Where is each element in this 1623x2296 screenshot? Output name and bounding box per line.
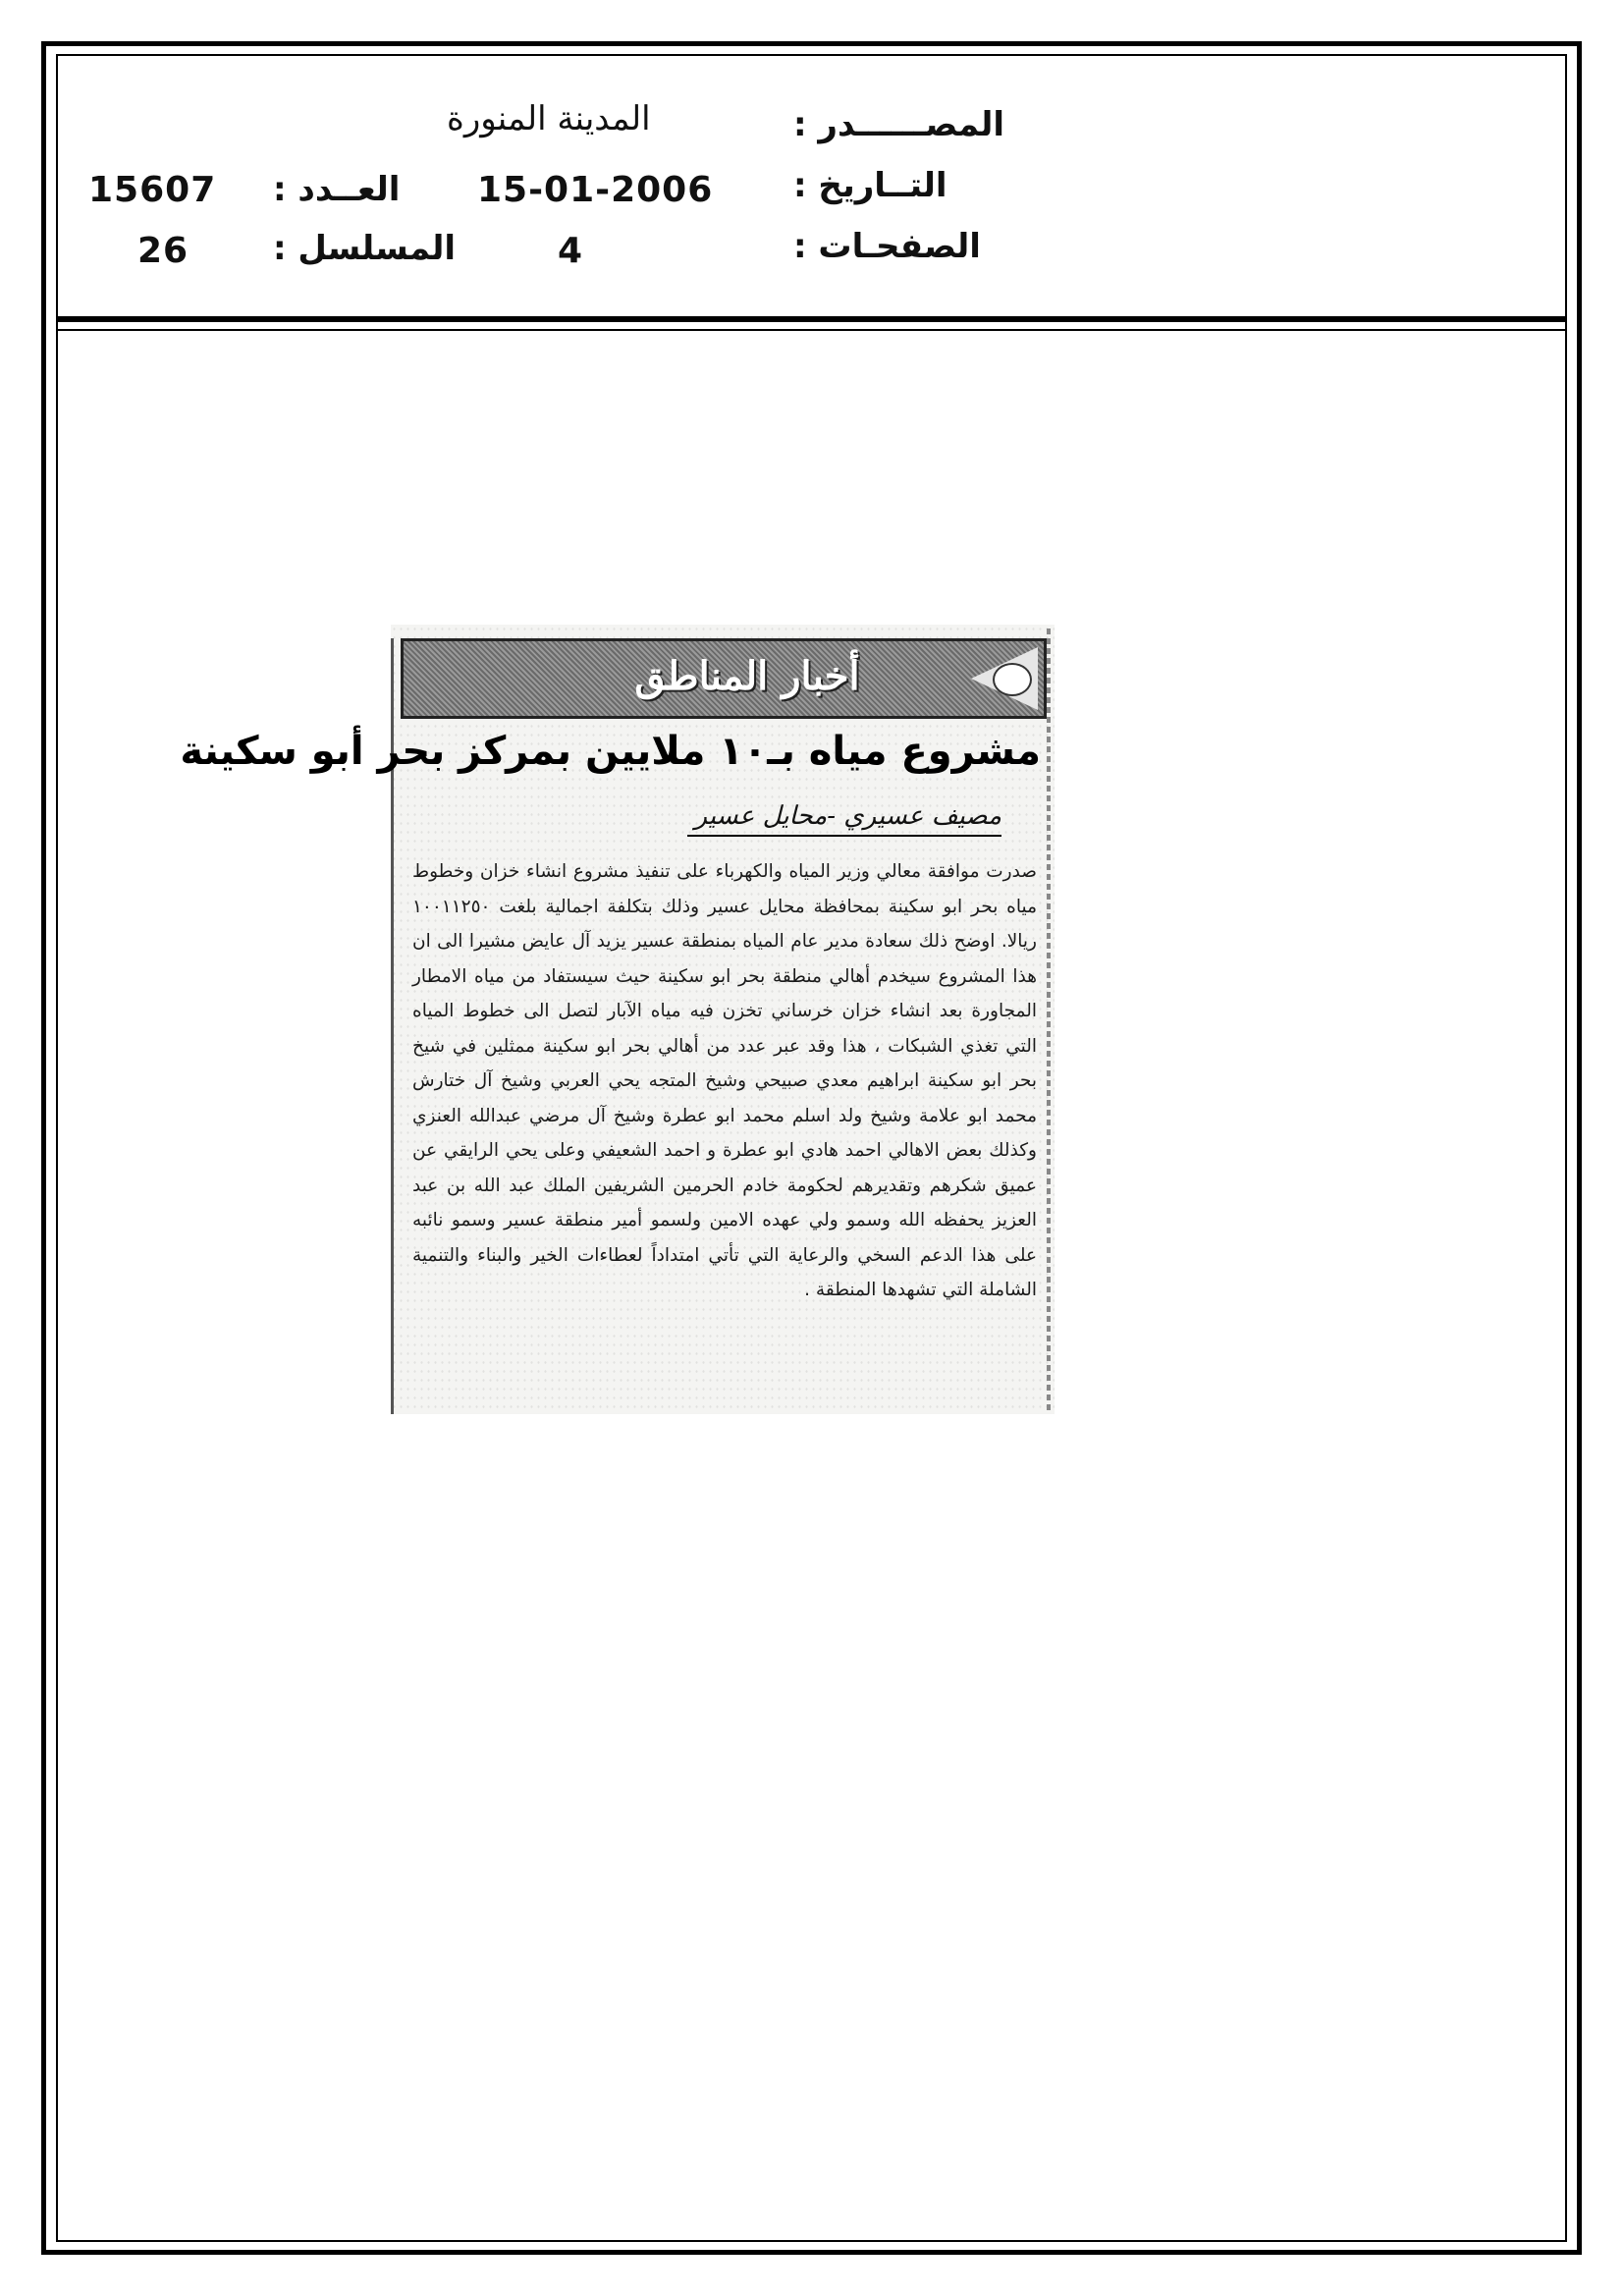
article-paragraph: صدرت موافقة معالي وزير المياه والكهرباء على تنفيذ مشروع انشاء خزان وخطوط مياه بحر ابو سكينة بمحافظة محايل عسير وذلك بتكلفة اجمالية بلغت ١٠٠١١٢٥٠ ريالا. اوضح ذلك سعادة مدير عام المياه بمنطقة عسير يزيد آل عايض مشيرا الى ان هذا المشروع سيخدم أهالي منطقة بحر ابو سكينة حيث سيستفاد من مياه الامطار المجاورة بعد انشاء خزان خرساني تخزن فيه مياه الآبار لتصل الى خطوط المياه التي تغذي الشبكات ، هذا وقد عبر عدد من أهالي بحر ابو سكينة ممثلين في شيخ بحر ابو سكينة ابراهيم معدي صبيحي وشيخ المتجه يحي العربي وشيخ آل ختارش محمد ابو علامة وشيخ ولد اسلم محمد ابو عطرة وشيخ آل مرضي عبدالله العنزي وكذلك بعض الاهالي احمد هادي ابو عطرة و احمد الشعيفي وعلى يحي الرايقي عن عميق شكرهم وتقديرهم لحكومة خادم الحرمين الشريفين الملك عبد الله بن عبد العزيز يحفظه الله وسمو ولي عهده الامين ولسمو أمير منطقة عسير وسمو نائبه على هذا الدعم السخي والرعاية التي تأتي امتداداً لعطاءات الخير والبناء والتنمية الشاملة التي تشهدها المنطقة . [412, 861, 1037, 1300]
source-label: المصــــــدر : [793, 105, 1005, 144]
section-banner-title: أخبار المناطق [634, 653, 860, 699]
serial-label: المسلسل : [273, 229, 457, 268]
clipping-right-edge [1047, 629, 1051, 1414]
serial-value: 26 [137, 231, 189, 271]
header-divider-thin [56, 329, 1567, 331]
article-byline: مصيف عسيري -محايل عسير [687, 801, 1001, 837]
issue-label: العــدد : [273, 170, 401, 209]
article-headline: مشروع مياه بـ١٠ ملايين بمركز بحر أبو سكينة [180, 729, 1041, 774]
date-value: 15-01-2006 [477, 170, 714, 210]
pages-value: 4 [558, 231, 584, 271]
newspaper-logo-icon [993, 663, 1032, 696]
section-banner [401, 638, 1047, 719]
header-divider-thick [56, 316, 1567, 322]
issue-value: 15607 [88, 170, 217, 210]
pages-label: الصفحـات : [793, 227, 981, 266]
date-label: التــاريخ : [793, 166, 947, 205]
article-body [412, 854, 1037, 1308]
source-value: المدينة المنورة [447, 99, 651, 138]
